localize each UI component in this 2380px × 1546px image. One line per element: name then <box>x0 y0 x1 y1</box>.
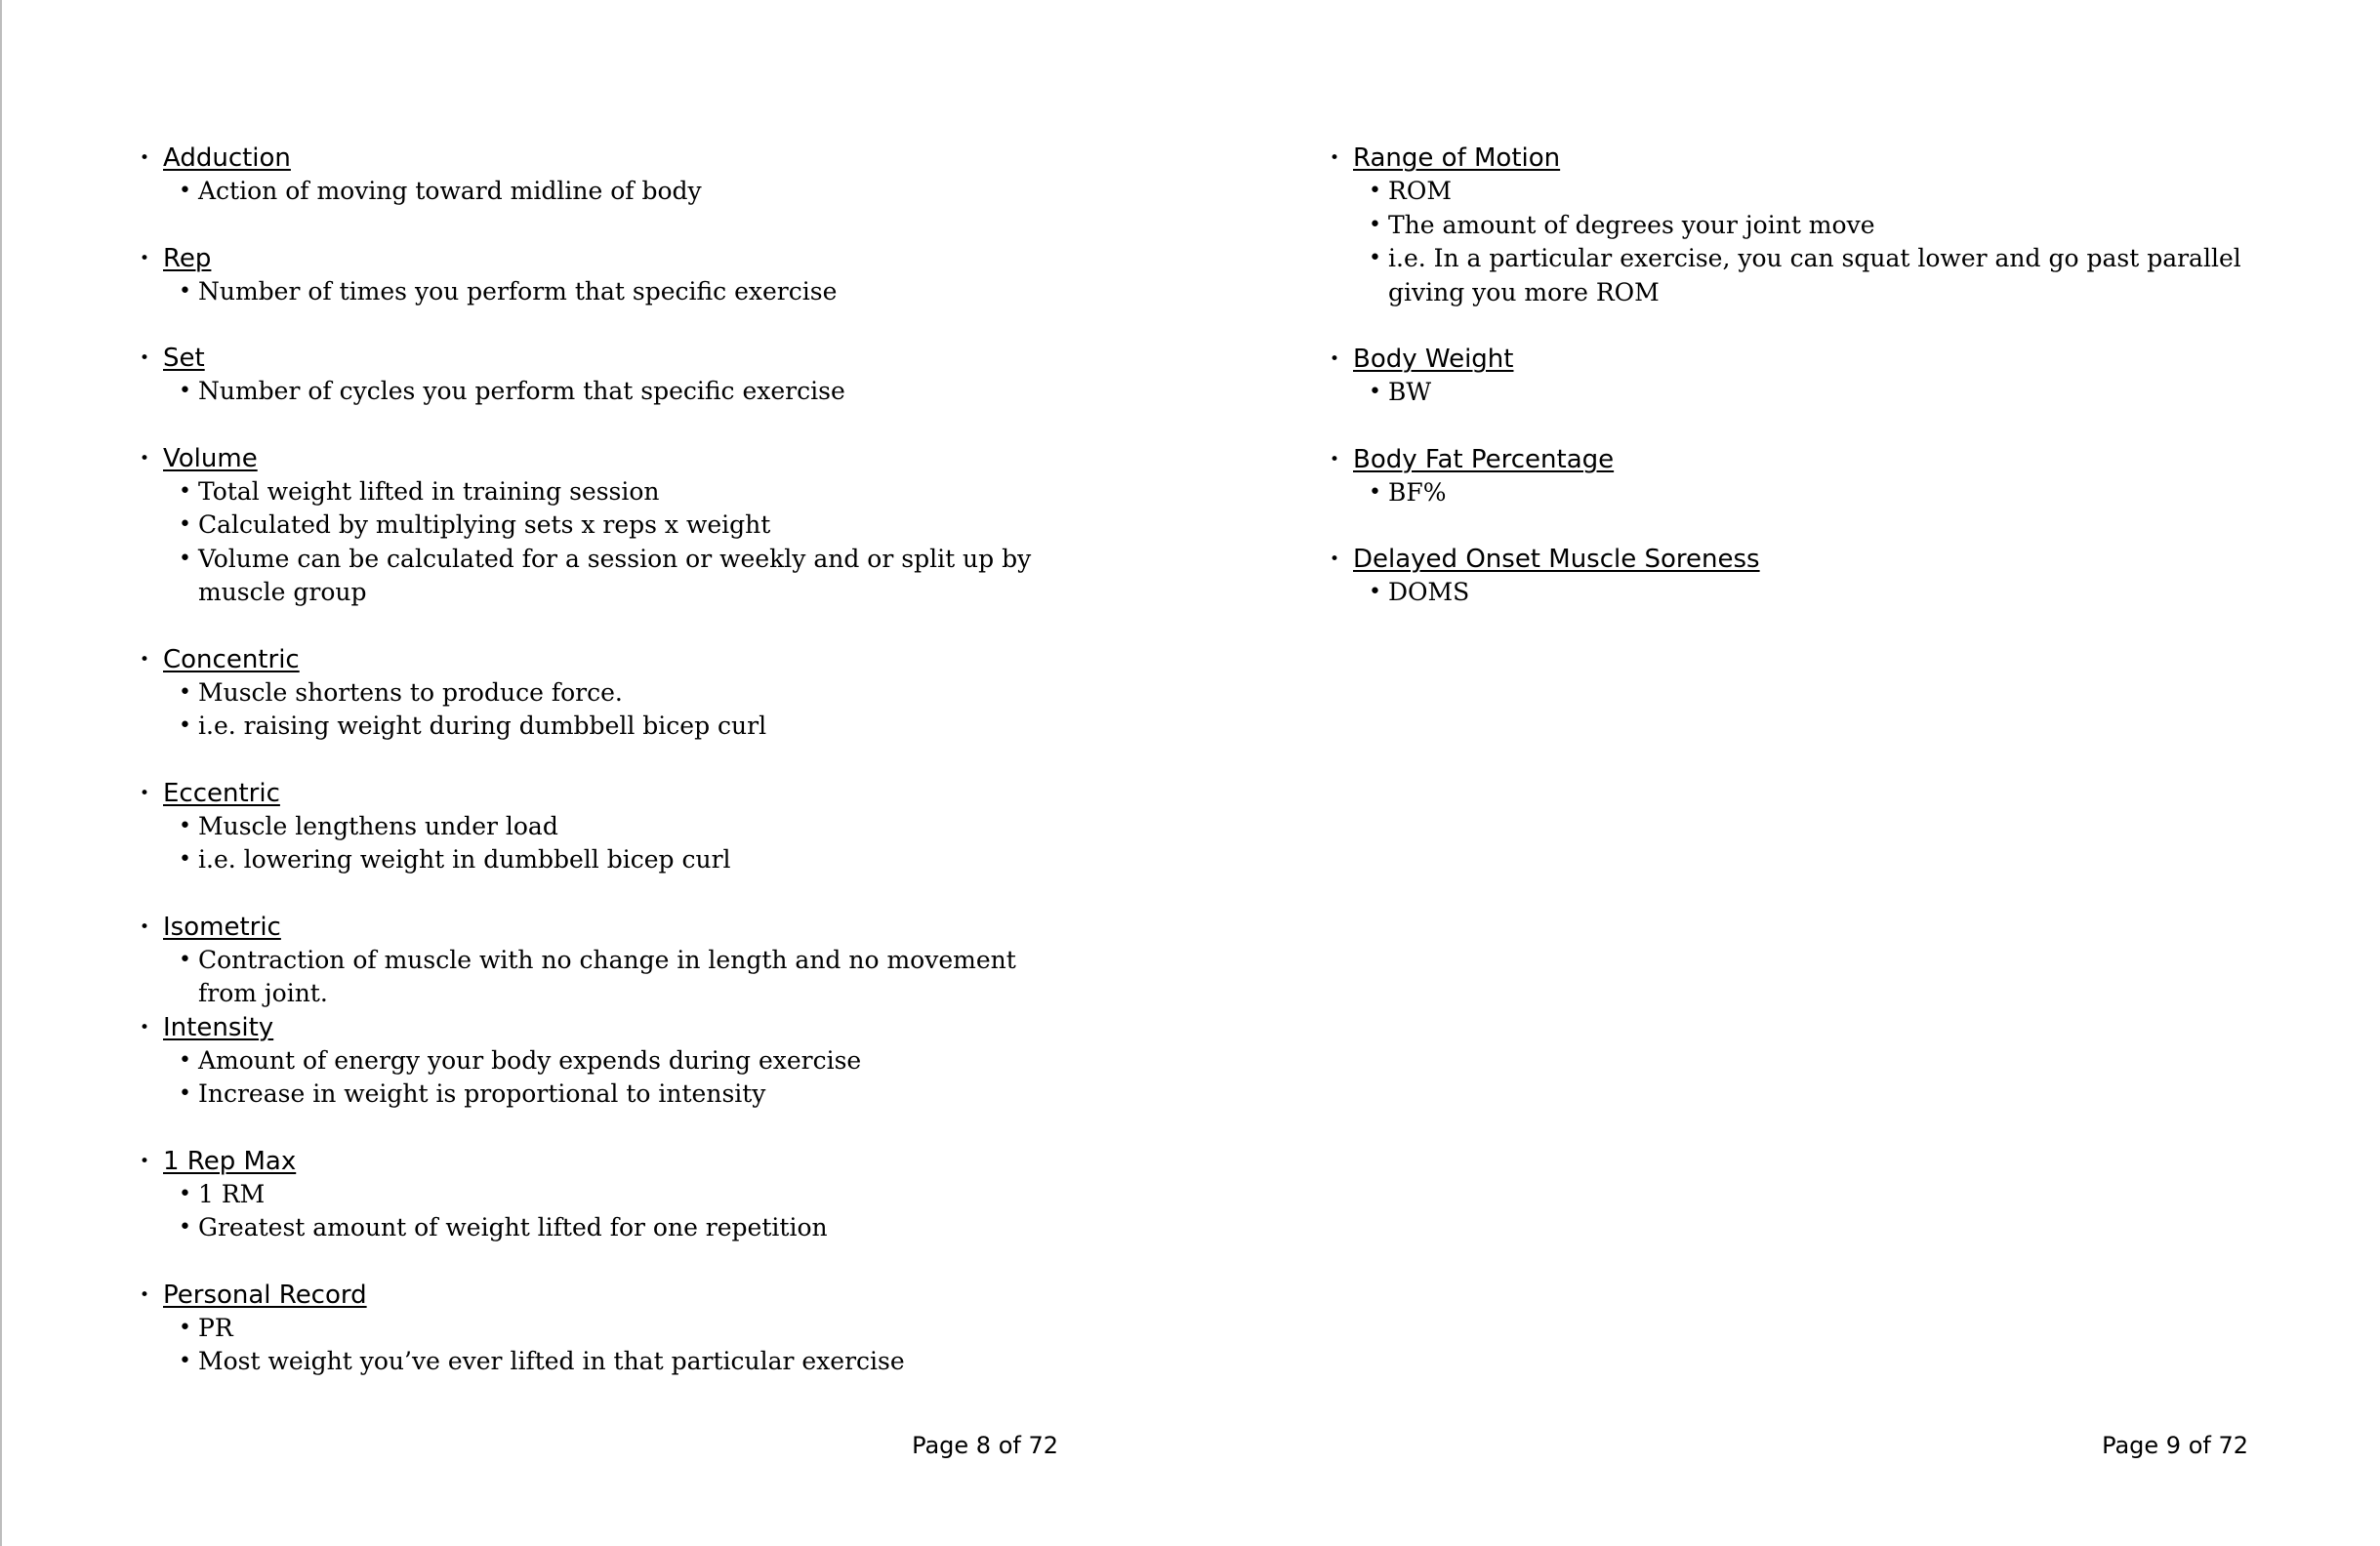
term-title: Concentric <box>163 644 300 674</box>
bullet: • <box>1369 479 1381 505</box>
definition-item: • DOMS <box>1388 576 2306 610</box>
definition-item: • ROM <box>1388 175 2306 209</box>
term-title: Personal Record <box>163 1280 367 1310</box>
bullet: • <box>179 379 191 403</box>
glossary-term <box>140 442 1057 610</box>
glossary-list <box>140 142 1057 1379</box>
definition-list <box>163 1312 1057 1379</box>
term-title: Body Fat Percentage <box>1353 444 1615 474</box>
bullet: • <box>179 478 191 504</box>
bullet: • <box>1330 449 1340 469</box>
definition-list <box>163 944 1057 1011</box>
definition-list <box>163 1044 1057 1112</box>
bullet: • <box>179 1215 191 1240</box>
bullet: • <box>179 713 191 738</box>
definition-item: • Muscle shortens to produce force. <box>198 676 1057 711</box>
glossary-term <box>140 1011 1057 1112</box>
definition-item: • 1 RM <box>198 1178 1057 1212</box>
bullet: • <box>179 1081 191 1106</box>
bullet: • <box>140 148 150 168</box>
glossary-term <box>140 643 1057 744</box>
page-9 <box>1190 0 2380 1546</box>
bullet: • <box>140 248 150 268</box>
bullet: • <box>179 1047 191 1073</box>
definition-item: • BF% <box>1388 476 2306 510</box>
bullet: • <box>179 512 191 537</box>
definition-item: • PR <box>198 1312 1057 1346</box>
definition-item: • i.e. raising weight during dumbbell bicep curl <box>198 710 1057 744</box>
bullet: • <box>179 947 191 972</box>
term-title: Delayed Onset Muscle Soreness <box>1353 545 1760 574</box>
term-title: Body Weight <box>1353 345 1514 374</box>
definition-item: • The amount of degrees your joint move <box>1388 209 2306 243</box>
glossary-term <box>1330 543 2306 610</box>
bullet: • <box>1369 179 1381 203</box>
definition-item: • Total weight lifted in training session <box>198 475 1057 509</box>
definition-item: • i.e. lowering weight in dumbbell bicep curl <box>198 843 1057 877</box>
bullet: • <box>1369 580 1381 604</box>
bullet: • <box>140 1284 150 1305</box>
definition-list <box>163 375 1057 409</box>
bullet: • <box>179 1349 191 1373</box>
bullet: • <box>1330 549 1340 569</box>
glossary-term <box>1330 443 2306 510</box>
glossary-term <box>140 1145 1057 1245</box>
term-title: Eccentric <box>163 778 280 808</box>
definition-item: • Contraction of muscle with no change in length and no movement from joint. <box>179 945 1016 1007</box>
glossary-term <box>140 777 1057 877</box>
definition-item: • Calculated by multiplying sets x reps x weight <box>198 509 1057 543</box>
bullet: • <box>1330 148 1340 168</box>
term-title: Rep <box>163 243 212 273</box>
bullet: • <box>140 1017 150 1037</box>
definition-item: • Volume can be calculated for a session or weekly and or split up by muscle group <box>179 544 1032 606</box>
definition-item: • i.e. In a particular exercise, you can squat lower and go past parallel giving you more ROM <box>1369 244 2241 306</box>
definition-item: • Amount of energy your body expends during exercise <box>198 1044 1057 1078</box>
bullet: • <box>1369 380 1381 404</box>
bullet: • <box>179 278 191 304</box>
glossary-term <box>140 242 1057 309</box>
definition-list <box>1353 175 2306 309</box>
bullet: • <box>140 448 150 468</box>
bullet: • <box>140 916 150 937</box>
bullet: • <box>140 783 150 803</box>
bullet: • <box>1369 212 1381 237</box>
bullet: • <box>179 679 191 705</box>
definition-item: • Action of moving toward midline of body <box>198 175 1057 209</box>
page-number: Page 9 of 72 <box>2102 1432 2248 1459</box>
definition-item: • Number of times you perform that specific exercise <box>198 275 1057 309</box>
definition-list <box>1353 576 2306 610</box>
definition-list <box>163 1178 1057 1245</box>
definition-item: • Muscle lengthens under load <box>198 810 1057 844</box>
term-title: Adduction <box>163 143 291 173</box>
term-title: 1 Rep Max <box>163 1146 297 1176</box>
glossary-term <box>1330 142 2306 309</box>
term-title: Isometric <box>163 912 281 942</box>
bullet: • <box>1369 246 1381 270</box>
definition-list <box>163 175 1057 209</box>
glossary-term <box>140 911 1057 1011</box>
definition-list <box>163 676 1057 744</box>
bullet: • <box>179 1181 191 1206</box>
bullet: • <box>179 1315 191 1340</box>
bullet: • <box>140 649 150 670</box>
glossary-term <box>140 1279 1057 1379</box>
definition-list <box>163 810 1057 877</box>
bullet: • <box>179 813 191 838</box>
definition-item: • Most weight you’ve ever lifted in that particular exercise <box>198 1345 1057 1379</box>
definition-item: • Number of cycles you perform that specific exercise <box>198 375 1057 409</box>
bullet: • <box>179 179 191 203</box>
bullet: • <box>140 1151 150 1171</box>
definition-list <box>163 275 1057 309</box>
term-title: Intensity <box>163 1012 274 1042</box>
definition-list <box>1353 476 2306 510</box>
term-title: Volume <box>163 443 258 473</box>
glossary-term <box>140 142 1057 209</box>
definition-list <box>1353 376 2306 410</box>
definition-list <box>163 475 1057 610</box>
term-title: Range of Motion <box>1353 143 1561 173</box>
definition-item: • Increase in weight is proportional to intensity <box>198 1078 1057 1112</box>
glossary-term <box>1330 343 2306 410</box>
term-title: Set <box>163 344 205 373</box>
glossary-list <box>1330 142 2306 643</box>
bullet: • <box>1330 349 1340 369</box>
definition-item: • BW <box>1388 376 2306 410</box>
bullet: • <box>179 546 191 571</box>
bullet: • <box>179 847 191 872</box>
definition-item: • Greatest amount of weight lifted for one repetition <box>198 1211 1057 1245</box>
page-number: Page 8 of 72 <box>912 1432 1058 1459</box>
bullet: • <box>140 348 150 368</box>
glossary-term <box>140 342 1057 409</box>
